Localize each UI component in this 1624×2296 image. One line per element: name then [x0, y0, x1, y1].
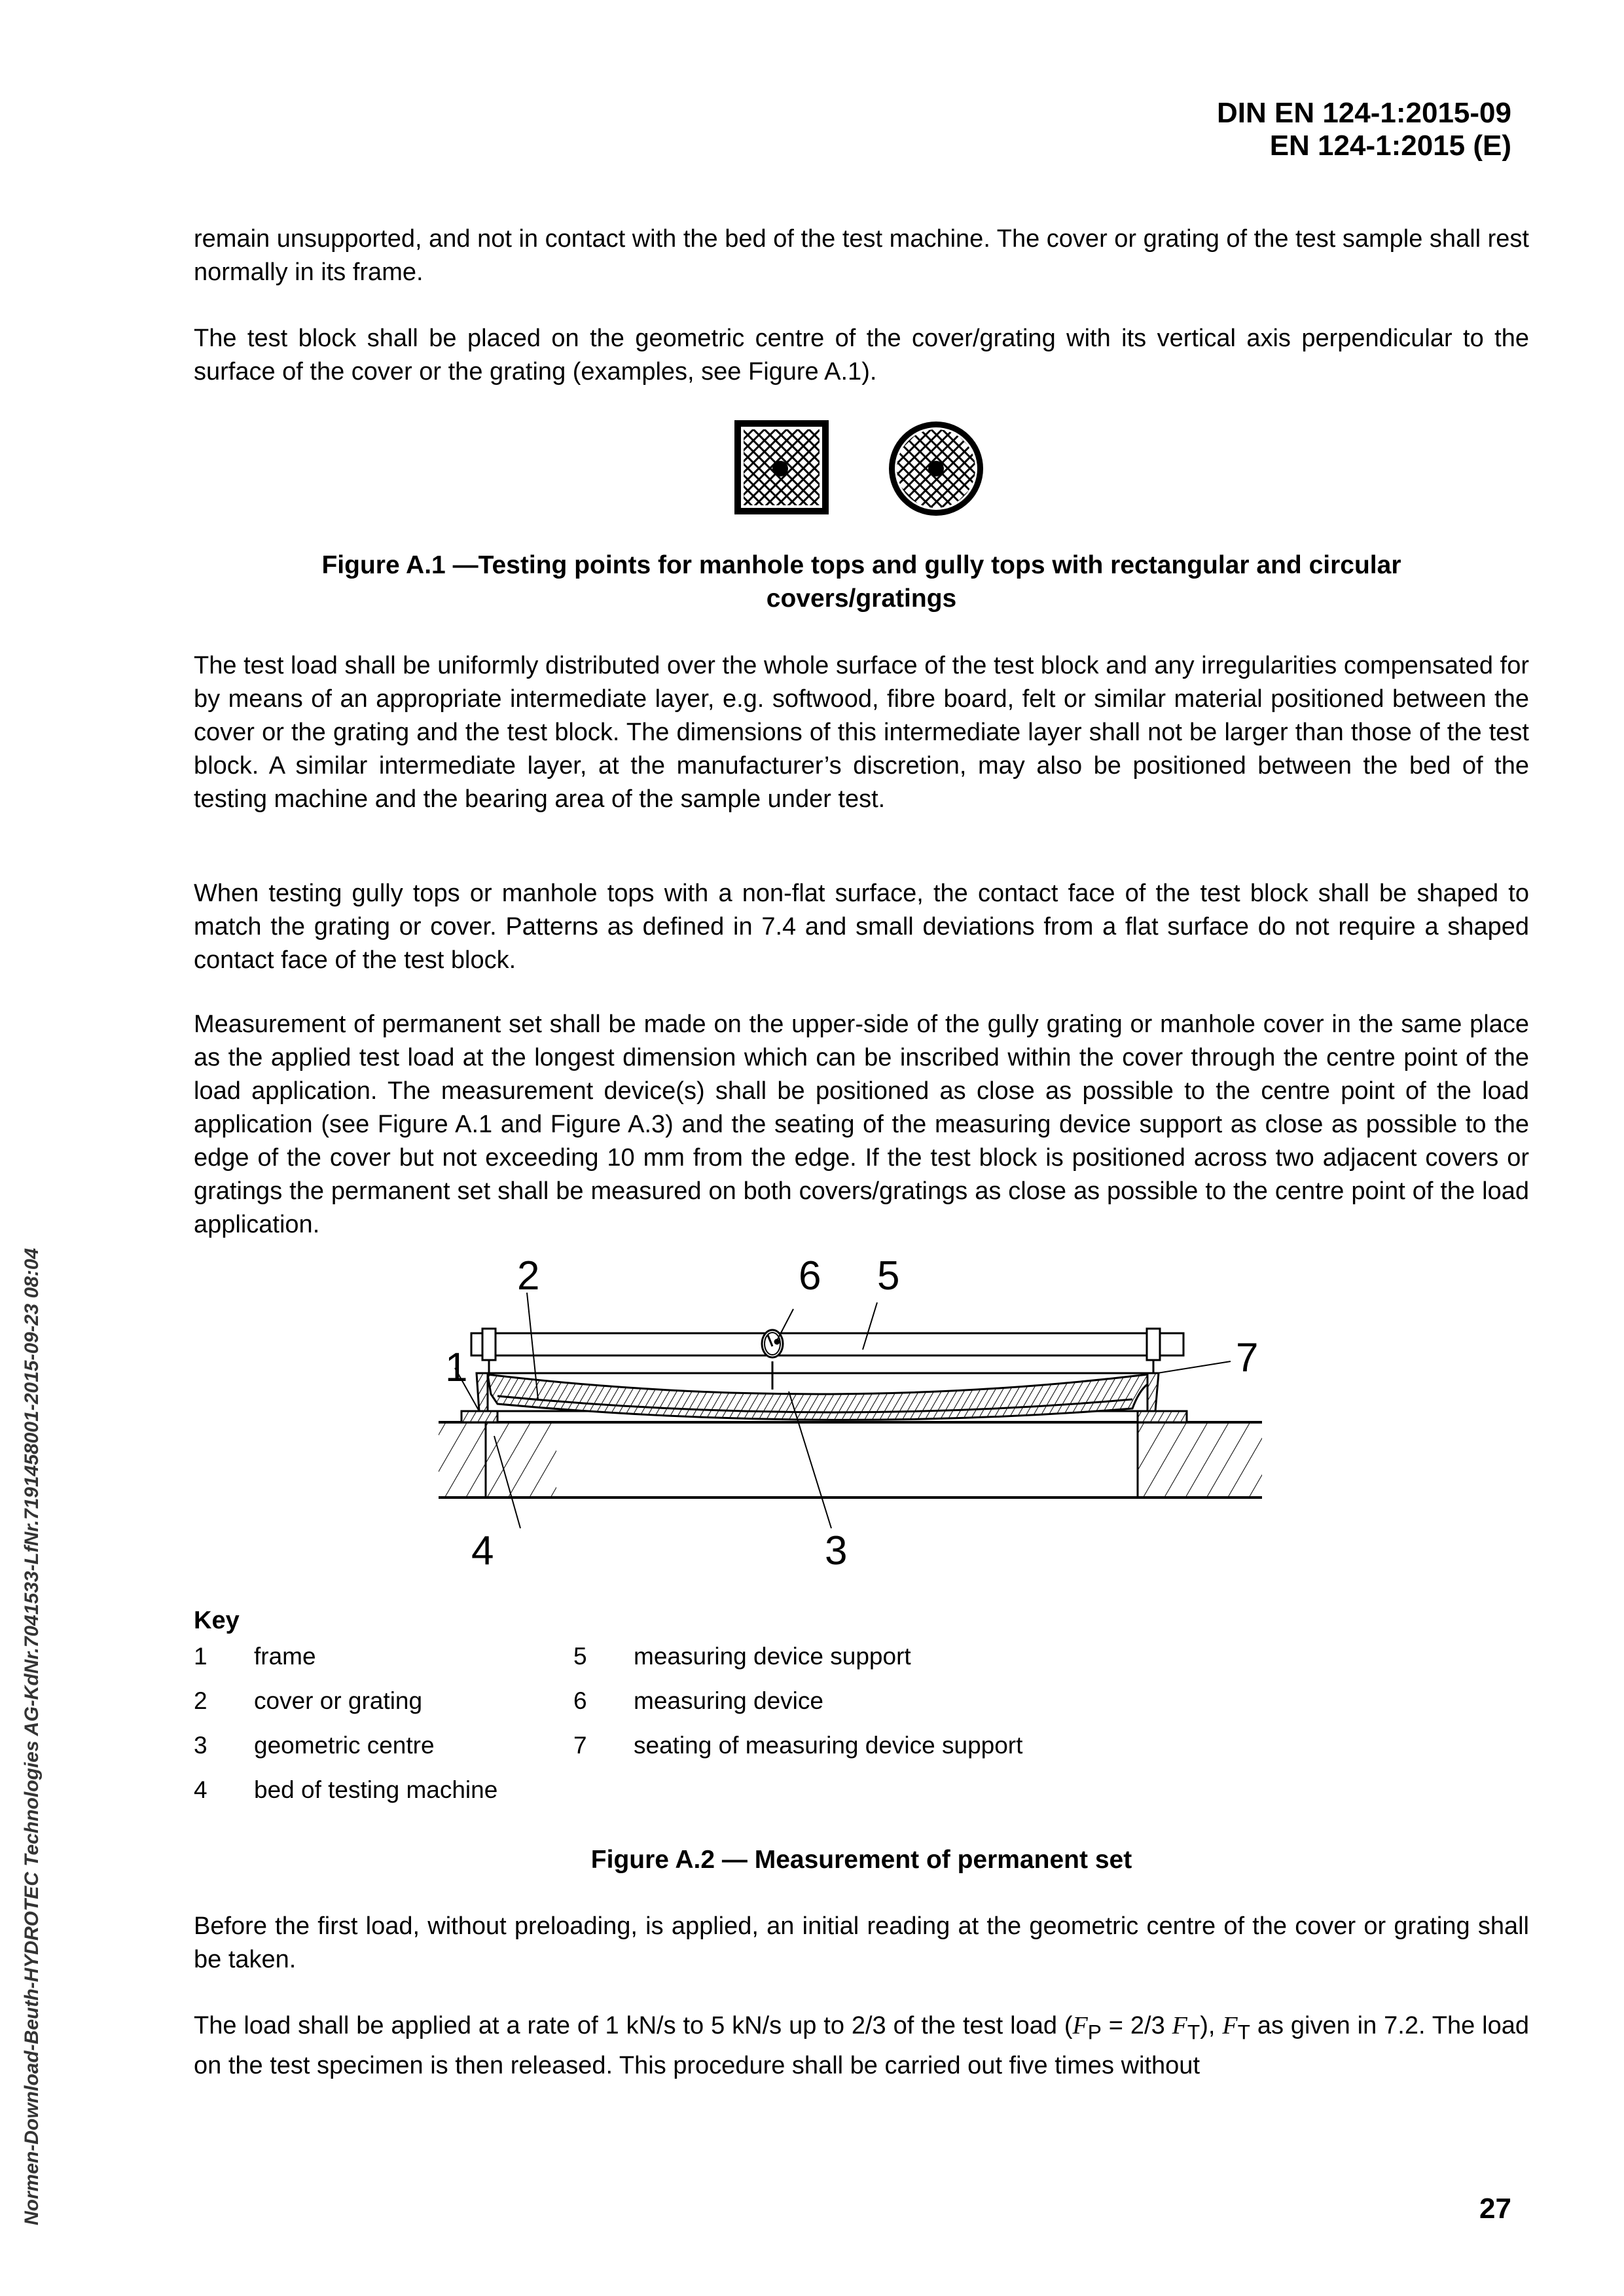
paragraph-5: Measurement of permanent set shall be made on the upper-side of the gully grating or manhole cover in the same place as the applied test load at the longest dimension which can be inscribed within the cover through the centre point of the load application. The measurement device(s) shall be positioned as close as possible to the centre point of the load application (see Figure A.1 and Figure A.3) and the seating of the measuring device support as close as possible to the edge of the cover but not exceeding 10 mm from the edge. If the test block is positioned across two adjacent covers or gratings the permanent set shall be measured on both covers/gratings as close as possible to the centre point of the load application.	[194, 1011, 1529, 1238]
figure-a1-title: Figure A.1 —Testing points for manhole tops and gully tops with rectangular and circular covers/gratings	[321, 551, 1401, 613]
callout-2: 2	[517, 1253, 540, 1299]
key-title: Key	[194, 1607, 240, 1634]
page-number: 27	[1479, 2193, 1511, 2225]
rectangular-cover-icon	[734, 420, 829, 514]
figure-a2-graphic	[425, 1237, 1276, 1577]
callout-4: 4	[471, 1528, 494, 1573]
figure-a1-graphic	[720, 406, 1015, 537]
paragraph-6: Before the first load, without preloading, is applied, an initial reading at the geometric centre of the cover or grating shall be taken.	[194, 1912, 1529, 1973]
callout-6: 6	[799, 1253, 821, 1299]
callout-7: 7	[1236, 1335, 1259, 1380]
circular-cover-icon	[889, 422, 983, 516]
paragraph-7: The load shall be applied at a rate of 1 kN/s to 5 kN/s up to 2/3 of the test load ($F_P = 2/3$ $F_T$), $F_T$ as given in 7.2. The load on the test specimen is then released. This procedure shall be carried out five times without	[194, 2012, 1529, 2079]
callout-3: 3	[825, 1528, 848, 1573]
callout-5: 5	[877, 1253, 900, 1299]
paragraph-2: The test block shall be placed on the geometric centre of the cover/grating with its vertical axis perpendicular to the surface of the cover or the grating (examples, see Figure A.1).	[194, 325, 1529, 386]
document-header	[1217, 97, 1511, 162]
standard-id-en: EN 124-1:2015 (E)	[1269, 130, 1511, 162]
paragraph-1: remain unsupported, and not in contact with the bed of the test machine. The cover or grating of the test sample shall rest normally in its frame.	[194, 225, 1529, 286]
paragraph-4: When testing gully tops or manhole tops with a non-flat surface, the contact face of the test block shall be shaped to match the grating or cover. Patterns as defined in 7.4 and small deviations from a flat surface do not require a shaped contact face of the test block.	[194, 880, 1529, 974]
callout-1: 1	[445, 1345, 468, 1390]
figure-a2-title: Figure A.2 — Measurement of permanent set	[590, 1846, 1132, 1874]
paragraph-3: The test load shall be uniformly distributed over the whole surface of the test block and any irregularities compensated for by means of an appropriate intermediate layer, e.g. softwood, fibre board, felt or similar material positioned between the cover or the grating and the test block. The dimensions of this intermediate layer shall not be larger than those of the test block. A similar intermediate layer, at the manufacturer’s discretion, may also be positioned between the bed of the testing machine and the bearing area of the sample under test.	[194, 652, 1529, 813]
download-watermark: Normen-Download-Beuth-HYDROTEC Technologies AG-KdNr.7041533-LfNr.7191458001-2015-09-23 08:04	[21, 1247, 43, 2225]
standard-id-din: DIN EN 124-1:2015-09	[1216, 97, 1511, 129]
